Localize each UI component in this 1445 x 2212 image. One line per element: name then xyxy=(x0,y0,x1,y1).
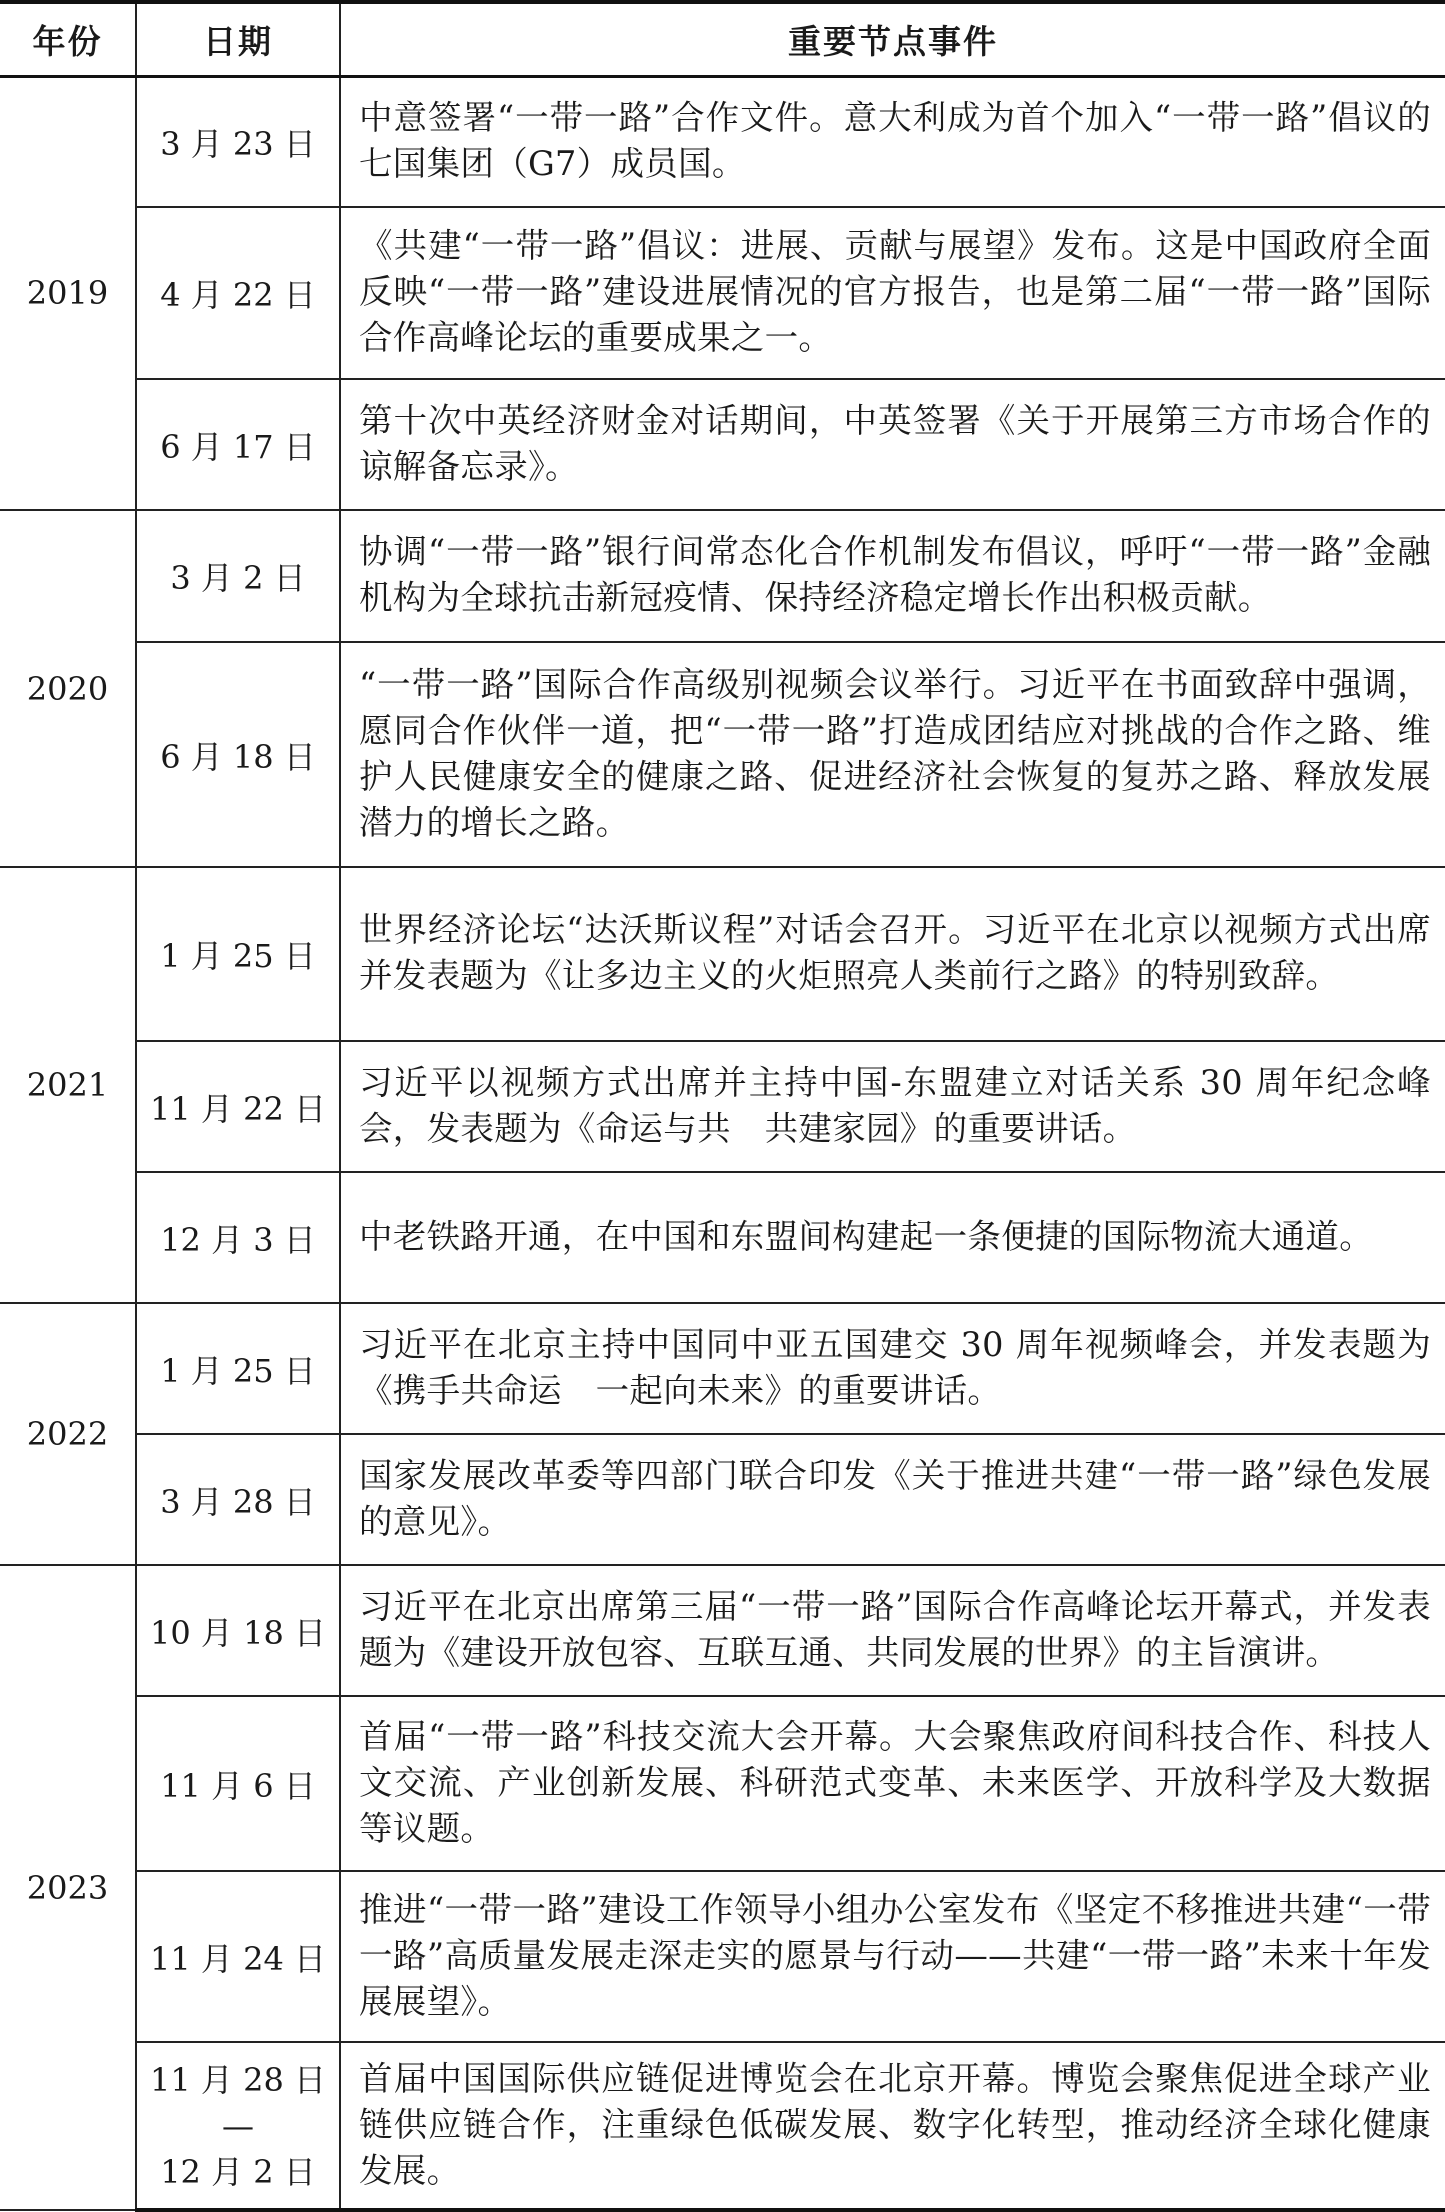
header-year: 年份 xyxy=(0,2,136,76)
event-cell: 推进“一带一路”建设工作领导小组办公室发布《坚定不移推进共建“一带一路”高质量发展走深走实的愿景与行动——共建“一带一路”未来十年发展展望》。 xyxy=(340,1871,1445,2042)
event-cell: 首届“一带一路”科技交流大会开幕。大会聚焦政府间科技合作、科技人文交流、产业创新发展、科研范式变革、未来医学、开放科学及大数据等议题。 xyxy=(340,1696,1445,1871)
table-row xyxy=(0,1696,1445,1871)
table-row xyxy=(0,2042,1445,2210)
table-row xyxy=(0,379,1445,510)
date-cell: 11 月 22 日 xyxy=(136,1041,340,1172)
event-cell: 中意签署“一带一路”合作文件。意大利成为首个加入“一带一路”倡议的七国集团（G7）成员国。 xyxy=(340,76,1445,207)
table-row xyxy=(0,867,1445,1041)
year-cell: 2023 xyxy=(0,1565,136,2210)
table-row xyxy=(0,1565,1445,1696)
header-date: 日期 xyxy=(136,2,340,76)
date-cell: 1 月 25 日 xyxy=(136,867,340,1041)
header-event: 重要节点事件 xyxy=(340,2,1445,76)
table-header-row xyxy=(0,2,1445,76)
date-cell: 11 月 24 日 xyxy=(136,1871,340,2042)
table-row xyxy=(0,1303,1445,1434)
event-cell: 首届中国国际供应链促进博览会在北京开幕。博览会聚焦促进全球产业链供应链合作，注重绿色低碳发展、数字化转型，推动经济全球化健康发展。 xyxy=(340,2042,1445,2210)
year-cell: 2020 xyxy=(0,510,136,867)
year-cell: 2019 xyxy=(0,76,136,510)
table-row xyxy=(0,1041,1445,1172)
table-row xyxy=(0,76,1445,207)
event-cell: 习近平以视频方式出席并主持中国-东盟建立对话关系 30 周年纪念峰会，发表题为《命运与共 共建家园》的重要讲话。 xyxy=(340,1041,1445,1172)
table-row xyxy=(0,510,1445,642)
event-cell: 习近平在北京主持中国同中亚五国建交 30 周年视频峰会，并发表题为《携手共命运 一起向未来》的重要讲话。 xyxy=(340,1303,1445,1434)
table-row xyxy=(0,1434,1445,1565)
event-cell: “一带一路”国际合作高级别视频会议举行。习近平在书面致辞中强调，愿同合作伙伴一道，把“一带一路”打造成团结应对挑战的合作之路、维护人民健康安全的健康之路、促进经济社会恢复的复苏之路、释放发展潜力的增长之路。 xyxy=(340,642,1445,867)
year-cell: 2022 xyxy=(0,1303,136,1565)
event-cell: 协调“一带一路”银行间常态化合作机制发布倡议，呼吁“一带一路”金融机构为全球抗击新冠疫情、保持经济稳定增长作出积极贡献。 xyxy=(340,510,1445,642)
table-row xyxy=(0,207,1445,379)
date-cell: 12 月 3 日 xyxy=(136,1172,340,1303)
date-range: 11 月 28 日 — 12 月 2 日 xyxy=(150,2060,326,2191)
year-cell: 2021 xyxy=(0,867,136,1303)
event-cell: 国家发展改革委等四部门联合印发《关于推进共建“一带一路”绿色发展的意见》。 xyxy=(340,1434,1445,1565)
date-cell: 6 月 17 日 xyxy=(136,379,340,510)
event-cell: 习近平在北京出席第三届“一带一路”国际合作高峰论坛开幕式，并发表题为《建设开放包容、互联互通、共同发展的世界》的主旨演讲。 xyxy=(340,1565,1445,1696)
event-cell: 世界经济论坛“达沃斯议程”对话会召开。习近平在北京以视频方式出席并发表题为《让多边主义的火炬照亮人类前行之路》的特别致辞。 xyxy=(340,867,1445,1041)
event-cell: 中老铁路开通，在中国和东盟间构建起一条便捷的国际物流大通道。 xyxy=(340,1172,1445,1303)
date-cell: 3 月 28 日 xyxy=(136,1434,340,1565)
event-cell: 《共建“一带一路”倡议：进展、贡献与展望》发布。这是中国政府全面反映“一带一路”建设进展情况的官方报告，也是第二届“一带一路”国际合作高峰论坛的重要成果之一。 xyxy=(340,207,1445,379)
table-row xyxy=(0,1172,1445,1303)
date-cell: 3 月 23 日 xyxy=(136,76,340,207)
date-cell: 10 月 18 日 xyxy=(136,1565,340,1696)
event-cell: 第十次中英经济财金对话期间，中英签署《关于开展第三方市场合作的谅解备忘录》。 xyxy=(340,379,1445,510)
date-cell: 3 月 2 日 xyxy=(136,510,340,642)
table-row xyxy=(0,642,1445,867)
date-cell xyxy=(136,2042,340,2210)
date-cell: 6 月 18 日 xyxy=(136,642,340,867)
date-cell: 4 月 22 日 xyxy=(136,207,340,379)
date-cell: 11 月 6 日 xyxy=(136,1696,340,1871)
date-cell: 1 月 25 日 xyxy=(136,1303,340,1434)
table-row xyxy=(0,1871,1445,2042)
